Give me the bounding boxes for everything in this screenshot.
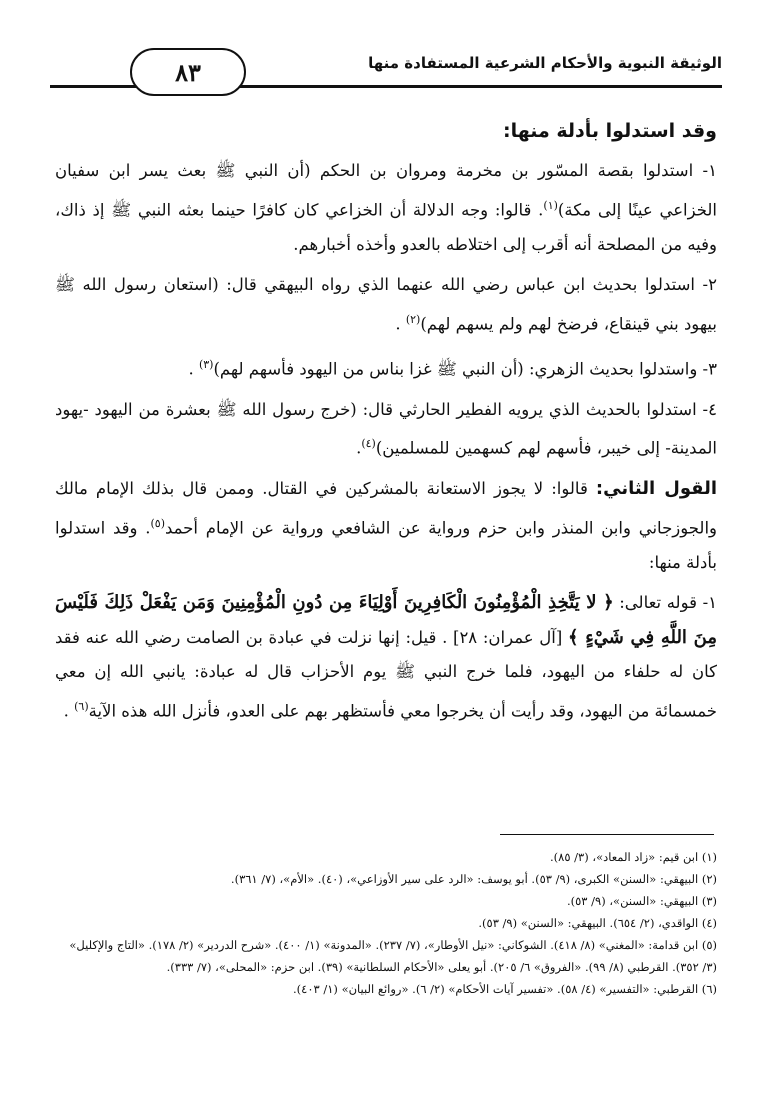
paragraph-3: ٣- واستدلوا بحديث الزهري: (أن النبي ﷺ غزا بناس من اليهود فأسهم لهم)$^{(٣)}$ .: [188, 357, 717, 378]
paragraph-2: ٢- استدلوا بحديث ابن عباس رضي الله عنهما الذي رواه البيهقي قال: (استعان رسول الله ﷺ بيهود بني قينقاع، فرضخ لهم ولم يسهم لهم)$^{(٢)}$ .: [55, 275, 717, 333]
footnote-ref-2[interactable]: (٢): [405, 312, 421, 326]
page-header: [50, 46, 722, 98]
paragraph-5: القول الثاني: قالوا: لا يجوز الاستعانة بالمشركين في القتال. وممن قال بذلك الإمام مالك والجوزجاني وابن المنذر وابن حزم ورواية عن الشافعي ورواية عن الإمام أحمد$^{(٥)}$. وقد استدلوا بأدلة منها:: [55, 478, 718, 572]
quran-verse: ﴿ لا يَتَّخِذِ الْمُؤْمِنُونَ الْكَافِرِينَ أَوْلِيَاءَ مِن دُونِ الْمُؤْمِنِينَ وَمَن يَفْعَلْ ذَلِكَ فَلَيْسَ مِنَ اللَّهِ فِي شَيْءٍ ﴾: [55, 592, 717, 648]
paragraph-1: ١- استدلوا بقصة المسّور بن مخرمة ومروان بن الحكم (أن النبي ﷺ بعث يسر ابن سفيان الخزاعي عينًا إلى مكة)$^{(١)}$. قالوا: وجه الدلالة أن الخزاعي كان كافرًا حينما بعثه النبي ﷺ إذ ذاك، وفيه من المصلحة أنه أقرب إلى اختلاطه بالعدو وأخذه أخبارهم.: [55, 161, 717, 254]
footnote-ref-4[interactable]: (٤): [361, 437, 376, 450]
footnote-ref-6[interactable]: (٦): [74, 699, 89, 713]
main-text: [55, 112, 717, 735]
page-number: ٨٣: [130, 48, 246, 96]
footnote-6: (٦) القرطبي: «التفسير» (٤/ ٥٨). «تفسير آيات الأحكام» (٢/ ٦). «روائع البيان» (١/ ٤٠٣).: [293, 982, 717, 996]
footnotes: [55, 846, 717, 1000]
verse-citation: [آل عمران: ٢٨]: [453, 627, 568, 647]
footnote-3: (٣) البيهقي: «السنن»، (٩/ ٥٣).: [566, 894, 717, 908]
second-opinion-label: القول الثاني:: [595, 478, 718, 499]
paragraph-6: ١- قوله تعالى: ﴿ لا يَتَّخِذِ الْمُؤْمِنُونَ الْكَافِرِينَ أَوْلِيَاءَ مِن دُونِ الْمُؤْمِنِينَ وَمَن يَفْعَلْ ذَلِكَ فَلَيْسَ مِنَ اللَّهِ فِي شَيْءٍ ﴾ [آل عمران: ٢٨] . قيل: إنها نزلت في عبادة بن الصامت رضي الله عنه فقد كان له حلفاء من اليهود، فلما خرج النبي ﷺ يوم الأحزاب قال له عبادة: يانبي الله إن معي خمسمائة من اليهود، وقد رأيت أن يخرجوا معي فأستظهر بهم على العدو، فأنزل الله هذه الآية$^{(٦)}$ .: [55, 592, 718, 720]
footnote-5: (٥) ابن قدامة: «المغني» (٨/ ٤١٨). الشوكاني: «نيل الأوطار»، (٧/ ٢٣٧). «المدونة» (١/ ٤٠٠). «شرح الدردير» (٢/ ١٧٨). «التاج والإكليل» (٣/ ٣٥٢). القرطبي (٨/ ٩٩). «الفروق» ٦/ ٢٠٥). أبو يعلى «الأحكام السلطانية» (٣٩). ابن حزم: «المحلى»، (٧/ ٣٣٣).: [69, 938, 717, 974]
paragraph-4: ٤- استدلوا بالحديث الذي يرويه الفطير الحارثي قال: (خرج رسول الله ﷺ بعشرة من اليهود -يهود المدينة- إلى خيبر، فأسهم لهم كسهمين للمسلمين)$^{(٤)}$.: [55, 399, 717, 458]
section-heading: وقد استدلوا بأدلة منها:: [502, 120, 717, 142]
footnote-1: (١) ابن قيم: «زاد المعاد»، (٣/ ٨٥).: [550, 850, 717, 864]
footnote-ref-5[interactable]: (٥): [150, 516, 165, 530]
footnote-ref-3[interactable]: (٣): [198, 357, 214, 371]
running-title: الوثيقة النبوية والأحكام الشرعية المستفادة منها: [368, 54, 722, 72]
footnote-2: (٢) البيهقي: «السنن» الكبرى، (٩/ ٥٣). أبو يوسف: «الرد على سير الأوزاعي»، (٤٠). «الأم»، (٧/ ٣٦١).: [230, 872, 717, 886]
footnote-4: (٤) الواقدي، (٢/ ٦٥٤). البيهقي: «السنن» (٩/ ٥٣).: [478, 916, 717, 930]
footnote-separator: [500, 834, 714, 835]
footnote-ref-1[interactable]: (١): [543, 198, 558, 212]
